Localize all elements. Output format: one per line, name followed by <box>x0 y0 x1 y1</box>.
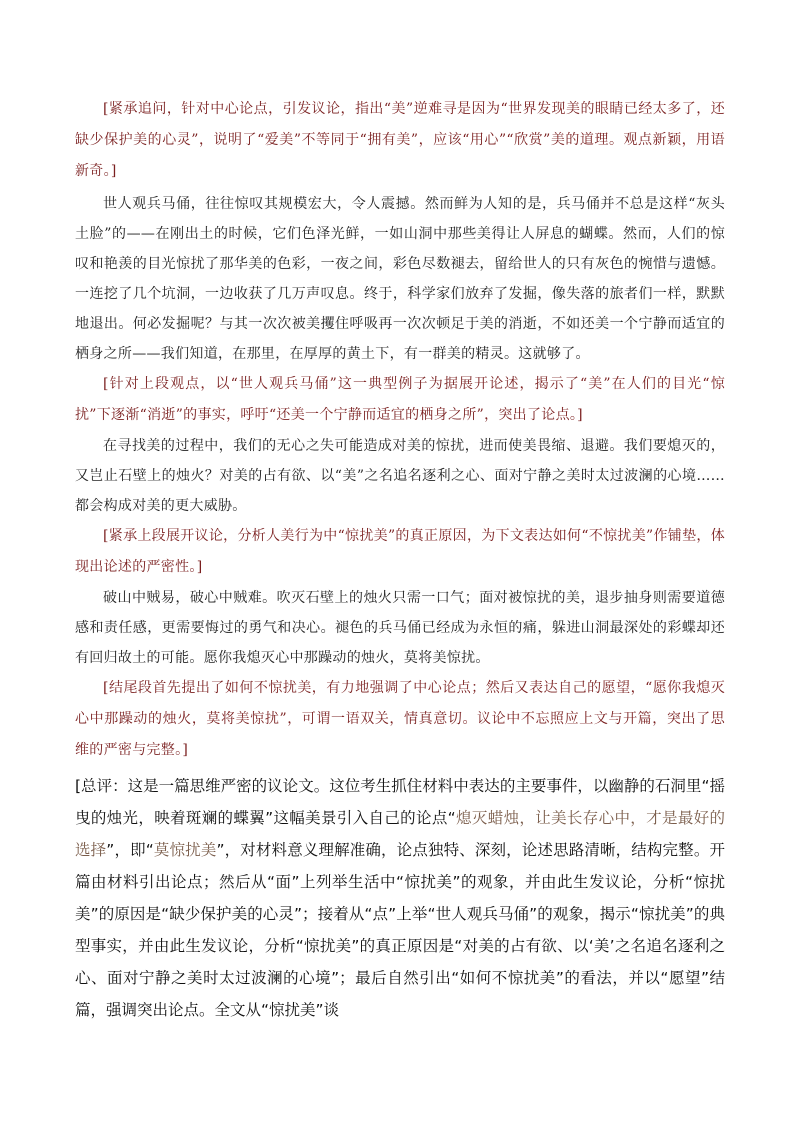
annotation-comment-1: [紧承追问，针对中心论点，引发议论，指出“美”逆难寻是因为“世界发现美的眼睛已经太多了，还缺少保护美的心灵”，说明了“爱美”不等同于“拥有美”，应该“用心”“欣赏”美的道理。观点新颖，用语新奇。] <box>75 101 725 179</box>
essay-paragraph-3: 破山中贼易，破心中贼难。吹灭石壁上的烛火只需一口气；面对被惊扰的美，退步抽身则需要道德感和责任感，更需要悔过的勇气和决心。褪色的兵马俑已经成为永恒的痛，躲进山洞最深处的彩蝶却还有回归故土的可能。愿你我熄灭心中那躁动的烛火，莫将美惊扰。 <box>75 590 725 666</box>
document-body <box>75 94 725 1042</box>
summary-highlight-thesis: 熄灭蜡烛，让美长存心中，才是最好的选择 <box>75 809 725 859</box>
summary-review <box>75 770 725 1026</box>
summary-text-1: [总评：这是一篇思维严密的议论文。这位考生抓住材料中表达的主要事件，以幽静的石洞里“摇曳的烛光，映着斑斓的蝶翼”这幅美景引入自己的论点“ <box>75 777 725 827</box>
annotation-comment-3: [紧承上段展开议论，分析人美行为中“惊扰美”的真正原因，为下文表达如何“不惊扰美”作铺垫，体现出论述的严密性。] <box>75 528 725 575</box>
annotation-comment-2: [针对上段观点，以“世人观兵马俑”这一典型例子为据展开论述，揭示了“美”在人们的目光“惊扰”下逐渐“消逝”的事实，呼吁“还美一个宁静而适宜的栖身之所”，突出了论点。] <box>75 376 725 423</box>
annotation-comment-4: [结尾段首先提出了如何不惊扰美，有力地强调了中心论点；然后又表达自己的愿望，“愿你我熄灭心中那躁动的烛火，莫将美惊扰”，可谓一语双关，情真意切。议论中不忘照应上文与开篇，突出了思维的严密与完整。] <box>75 680 725 758</box>
summary-text-3: ”，对材料意义理解准确，论点独特、深刻，论述思路清晰，结构完整。开篇由材料引出论点；然后从“面”上列举生活中“惊扰美”的观象，并由此生发议论，分析“惊扰美”的原因是“缺少保护美的心灵”；接着从“点”上举“世人观兵马俑”的观象，揭示“惊扰美”的典型事实，并由此生发议论，分析“惊扰美”的真正原因是“对美的占有欲、以‘美’之名追名逐利之心、面对宁静之美时太过波澜的心境”；最后自然引出“如何不惊扰美”的看法，并以“愿望”结篇，强调突出论点。全文从“惊扰美”谈 <box>75 841 725 1019</box>
summary-highlight-keyword: 莫惊扰美 <box>153 841 217 859</box>
summary-text-2: ”，即“ <box>106 841 154 859</box>
essay-paragraph-2: 在寻找美的过程中，我们的无心之失可能造成对美的惊扰，进而使美畏缩、退避。我们要熄灭的，又岂止石壁上的烛火？对美的占有欲、以“美”之名追名逐利之心、面对宁静之美时太过波澜的心境……都会构成对美的更大威胁。 <box>75 438 725 514</box>
essay-paragraph-1: 世人观兵马俑，往往惊叹其规模宏大，令人震撼。然而鲜为人知的是，兵马俑并不总是这样“灰头土脸”的——在刚出土的时候，它们色泽光鲜，一如山洞中那些美得让人屏息的蝴蝶。然而，人们的惊叹和艳羡的目光惊扰了那华美的色彩，一夜之间，彩色尽数褪去，留给世人的只有灰色的惋惜与遗憾。一连挖了几个坑洞，一边收获了几万声叹息。终于，科学家们放弃了发掘，像失落的旅者们一样，默默地退出。何必发掘呢？与其一次次被美攫住呼吸再一次次顿足于美的消逝，不如还美一个宁静而适宜的栖身之所——我们知道，在那里，在厚厚的黄土下，有一群美的精灵。这就够了。 <box>75 196 725 362</box>
